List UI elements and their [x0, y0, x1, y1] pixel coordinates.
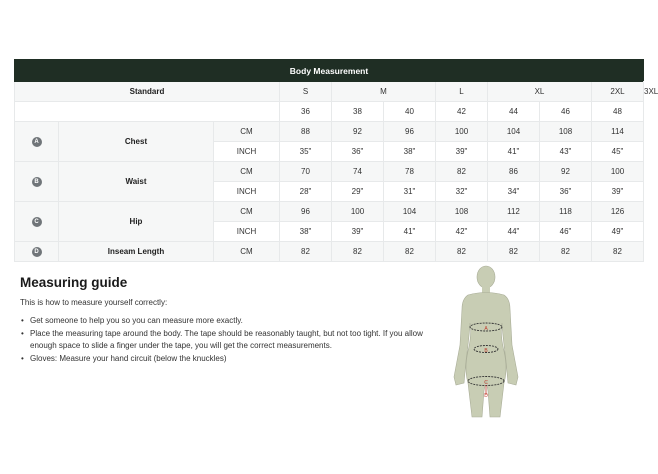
numeric-size: 48: [592, 102, 644, 122]
table-title: Body Measurement: [15, 60, 644, 82]
value-cell: 104: [488, 122, 540, 142]
value-cell: 45": [592, 142, 644, 162]
value-cell: 35": [280, 142, 332, 162]
value-cell: 82: [540, 242, 592, 262]
guide-list: [20, 315, 440, 365]
unit-label: INCH: [214, 142, 280, 162]
value-cell: 92: [540, 162, 592, 182]
numeric-size: 38: [332, 102, 384, 122]
numeric-size: 36: [280, 102, 332, 122]
unit-label: CM: [214, 202, 280, 222]
value-cell: 43": [540, 142, 592, 162]
measurement-letter-cell: [15, 202, 59, 242]
unit-label: INCH: [214, 222, 280, 242]
numeric-size: 42: [436, 102, 488, 122]
numeric-size: 46: [540, 102, 592, 122]
numeric-size: 40: [384, 102, 436, 122]
value-cell: 82: [592, 242, 644, 262]
guide-intro: This is how to measure yourself correctly:: [20, 298, 168, 307]
measurement-letter-cell: [15, 242, 59, 262]
value-cell: 28": [280, 182, 332, 202]
value-cell: 86: [488, 162, 540, 182]
value-cell: 82: [436, 162, 488, 182]
value-cell: 100: [592, 162, 644, 182]
head-shape: [477, 266, 495, 288]
value-cell: 38": [280, 222, 332, 242]
unit-label: CM: [214, 162, 280, 182]
value-cell: 34": [488, 182, 540, 202]
size-label: XL: [488, 82, 592, 102]
value-cell: 88: [280, 122, 332, 142]
table-row-chest-cm: [15, 122, 644, 142]
value-cell: 39": [332, 222, 384, 242]
value-cell: 126: [592, 202, 644, 222]
value-cell: 82: [436, 242, 488, 262]
value-cell: 112: [488, 202, 540, 222]
numeric-size: 44: [488, 102, 540, 122]
guide-title: Measuring guide: [20, 275, 128, 290]
value-cell: 36": [332, 142, 384, 162]
unit-label: CM: [214, 122, 280, 142]
value-cell: 41": [384, 222, 436, 242]
value-cell: 31": [384, 182, 436, 202]
measurement-name: Hip: [59, 202, 214, 242]
value-cell: 114: [592, 122, 644, 142]
value-cell: 44": [488, 222, 540, 242]
table-row-waist-cm: [15, 162, 644, 182]
measurement-name: Inseam Length: [59, 242, 214, 262]
measurement-letter-badge: A: [32, 137, 42, 147]
guide-item: • Gloves: Measure your hand circuit (below the knuckles): [30, 353, 440, 366]
guide-item: • Place the measuring tape around the body. The tape should be reasonably taught, but not too tight. If you allow: [30, 328, 440, 341]
table-row-hip-cm: [15, 202, 644, 222]
measuring-guide: [20, 275, 440, 365]
value-cell: 82: [384, 242, 436, 262]
size-label: S: [280, 82, 332, 102]
marker-a: A: [484, 326, 488, 332]
size-label: L: [436, 82, 488, 102]
numeric-size-row: [15, 102, 644, 122]
measurement-name: Chest: [59, 122, 214, 162]
size-label: M: [332, 82, 436, 102]
value-cell: 29": [332, 182, 384, 202]
value-cell: 92: [332, 122, 384, 142]
value-cell: 100: [332, 202, 384, 222]
value-cell: 32": [436, 182, 488, 202]
size-header-row: Standard S M L XL 2XL 3XL: [15, 82, 644, 102]
empty-cell: [15, 102, 280, 122]
value-cell: 39": [592, 182, 644, 202]
unit-label: INCH: [214, 182, 280, 202]
marker-c: C: [484, 380, 488, 386]
body-measurement-table: [14, 59, 658, 262]
body-silhouette-image: [444, 265, 528, 420]
value-cell: 46": [540, 222, 592, 242]
value-cell: 82: [488, 242, 540, 262]
unit-label: CM: [214, 242, 280, 262]
guide-item: • Get someone to help you so you can measure more exactly.: [30, 315, 440, 328]
marker-b: B: [484, 348, 488, 354]
value-cell: 39": [436, 142, 488, 162]
value-cell: 74: [332, 162, 384, 182]
measurement-letter-badge: C: [32, 217, 42, 227]
measurement-letter-badge: B: [32, 177, 42, 187]
value-cell: 38": [384, 142, 436, 162]
value-cell: 41": [488, 142, 540, 162]
value-cell: 82: [332, 242, 384, 262]
value-cell: 96: [384, 122, 436, 142]
value-cell: 108: [540, 122, 592, 142]
value-cell: 78: [384, 162, 436, 182]
value-cell: 96: [280, 202, 332, 222]
body-figure-illustration: [444, 265, 528, 420]
measurement-name: Waist: [59, 162, 214, 202]
value-cell: 108: [436, 202, 488, 222]
measurement-letter-cell: [15, 162, 59, 202]
table-row-inseam-cm: [15, 242, 644, 262]
value-cell: 118: [540, 202, 592, 222]
standard-label: Standard: [15, 82, 280, 102]
value-cell: 42": [436, 222, 488, 242]
body-measurement-table-wrapper: [14, 59, 658, 262]
value-cell: 104: [384, 202, 436, 222]
value-cell: 49": [592, 222, 644, 242]
size-label: 2XL: [592, 82, 644, 102]
guide-item-continuation: enough space to slide a finger under the tape, you will get the correct measurements.: [30, 341, 332, 350]
value-cell: 70: [280, 162, 332, 182]
value-cell: 100: [436, 122, 488, 142]
measurement-letter-badge: D: [32, 247, 42, 257]
value-cell: 36": [540, 182, 592, 202]
marker-d: D: [484, 393, 488, 399]
value-cell: 82: [280, 242, 332, 262]
measurement-letter-cell: [15, 122, 59, 162]
